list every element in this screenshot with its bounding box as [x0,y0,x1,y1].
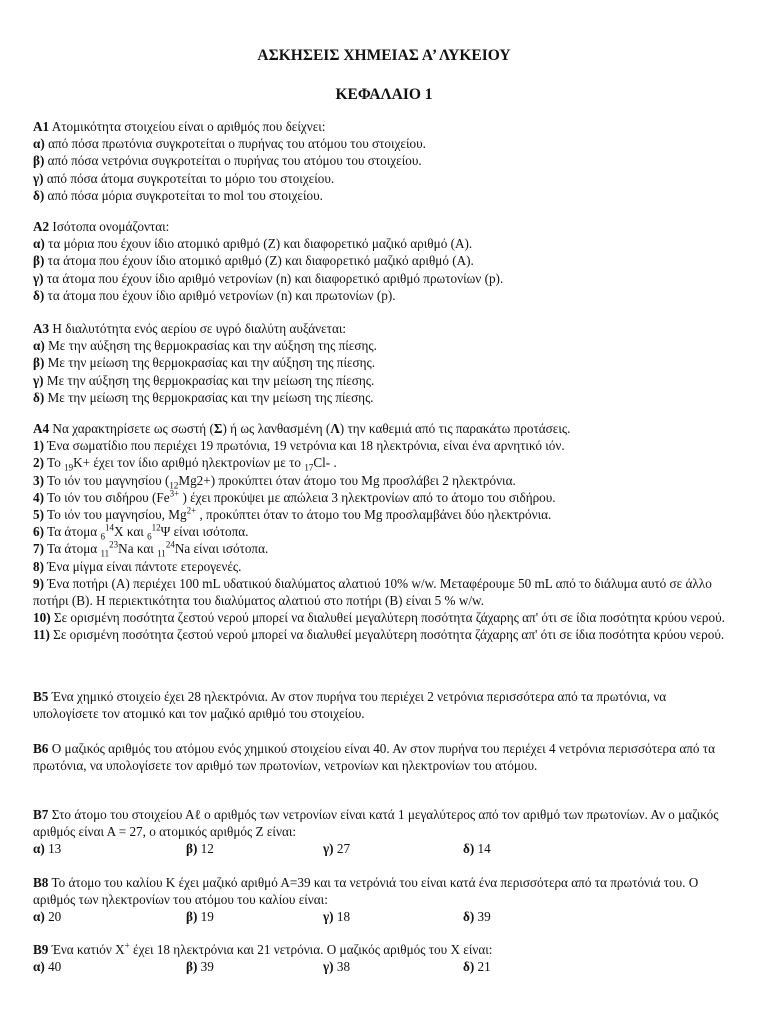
question-text: Ισότοπα ονομάζονται: [49,219,170,234]
option: δ) από πόσα μόρια συγκροτείται το mol του στοιχείου. [33,187,323,203]
option: δ) 14 [463,841,491,857]
option: α) Με την αύξηση της θερμοκρασίας και την αύξηση της πίεσης. [33,338,377,354]
option: δ) 39 [463,909,491,925]
option: γ) 18 [323,909,351,925]
option: β) 39 [186,959,214,975]
answer-options [33,908,733,925]
question-a1 [33,118,733,204]
option: β) Με την μείωση της θερμοκρασίας και την αύξηση της πίεσης. [33,355,376,371]
question-a3 [33,320,733,406]
question-b9: Β9 Ένα κατιόν Χ+ έχει 18 ηλεκτρόνια και 21 νετρόνια. Ο μαζικός αριθμός του Χ είναι: α) 40 β) 39 γ) 38 δ) 21 [33,941,733,975]
option: γ) 27 [323,841,351,857]
question-a4: Α4 Να χαρακτηρίσετε ως σωστή (Σ) ή ως λανθασμένη (Λ) την καθεμιά από τις παρακάτω προτάσεις. 1) Ένα σωματίδιο που περιέχει 19 πρωτόνια, 19 νετρόνια και 18 ηλεκτρόνια, είναι ένα αρνητικό ιόν. 2) Το $_{19}$K+ έχει τον ίδιο αριθμό ηλεκτρονίων με το $_{17}$Cl- . 3) Το ιόν του μαγνησίου $(_{12}Mg2+)$ προκύπτει όταν άτομο του Mg προσλάβει 2 ηλεκτρόνια. 4) Το ιόν του σιδήρου ($Fe^{3+}$ ) έχει προκύψει με απώλεια 3 ηλεκτρονίων από το άτομο του σιδήρου. 5) Το ιόν του μαγνησίου, $Mg^{2+}$ , προκύπτει όταν το άτομο του Mg προσλαμβάνει δύο ηλεκτρόνια. 6) Τα άτομα $_6^{14}$Χ και $_6^{12}$Ψ είναι ισότοπα. 7) Τα άτομα $_{11}^{23}$Na και $_{11}^{24}$Na είναι ισότοπα. 8) Ένα μίγμα είναι πάντοτε ετερογενές. 9) Ένα ποτήρι (Α) περιέχει 100 mL υδατικού διαλύματος αλατιού 10% w/w. Μεταφέρουμε 50 mL από το διάλυμα αυτό σε άλλο ποτήρι (Β). Η περιεκτικότητα του διαλύματος αλατιού στο ποτήρι (Β) είναι 5 % w/w. 10) Σε ορισμένη ποσότητα ζεστού νερού μπορεί να διαλυθεί μεγαλύτερη ποσότητα ζάχαρης απ' ότι σε ίδια ποσότητα κρύου νερού. 11) Σε ορισμένη ποσότητα ζεστού νερού μπορεί να διαλυθεί μεγαλύτερη ποσότητα ζάχαρης απ' ότι σε ίδια ποσότητα κρύου νερού. [33,420,733,644]
question-text: Ο μαζικός αριθμός του ατόμου ενός χημικού στοιχείου είναι 40. Αν στον πυρήνα του περιέχει 4 νετρόνια περισσότερα από τα πρωτόνια, να υπολογίσετε τον αριθμό των πρωτονίων, νετρονίων και ηλεκτρονίων του ατόμου. [33,741,715,774]
statement: 4) Το ιόν του σιδήρου ($Fe^{3+}$ ) έχει προκύψει με απώλεια 3 ηλεκτρονίων από το άτομο του σιδήρου. [33,488,556,505]
option: β) 19 [186,909,214,925]
answer-options [33,840,733,857]
question-text: Ατομικότητα στοιχείου είναι ο αριθμός που δείχνει: [49,119,326,134]
question-number: Α3 [33,321,50,336]
option: α) τα μόρια που έχουν ίδιο ατομικό αριθμό (Ζ) και διαφορετικό μαζικό αριθμό (Α). [33,236,473,252]
question-number: Α1 [33,119,50,134]
question-b8 [33,874,733,926]
question-text: Το άτομο του καλίου Κ έχει μαζικό αριθμό Α=39 και τα νετρόνιά του είναι κατά ένα περισσότερα από τα πρωτόνιά του. Ο αριθμός των ηλεκτρονίων του ατόμου του καλίου είναι: [33,875,699,908]
question-b5 [33,688,733,722]
question-number: Β5 [33,689,49,704]
option: β) από πόσα νετρόνια συγκροτείται ο πυρήνας του ατόμου του στοιχείου. [33,153,422,169]
question-b7 [33,806,733,858]
question-text: Ένα χημικό στοιχείο έχει 28 ηλεκτρόνια. Αν στον πυρήνα του περιέχει 2 νετρόνια περισσότερα από τα πρωτόνια, να υπολογίσετε τον ατομικό και τον μαζικό αριθμό του στοιχείου. [33,689,667,722]
option: γ) 38 [323,959,351,975]
option: δ) 21 [463,959,491,975]
question-a2 [33,218,733,304]
statement: 3) Το ιόν του μαγνησίου $(_{12}Mg2+)$ προκύπτει όταν άτομο του Mg προσλάβει 2 ηλεκτρόνια. [33,472,516,491]
option: α) από πόσα πρωτόνια συγκροτείται ο πυρήνας του ατόμου του στοιχείου. [33,136,426,152]
statement: 8) Ένα μίγμα είναι πάντοτε ετερογενές. [33,558,242,574]
option: β) 12 [186,841,214,857]
option: α) 13 [33,841,62,857]
option: γ) Με την αύξηση της θερμοκρασίας και την μείωση της πίεσης. [33,372,375,388]
statement: 7) Τα άτομα $_{11}^{23}$Na και $_{11}^{24}$Na είναι ισότοπα. [33,540,269,560]
statement: 10) Σε ορισμένη ποσότητα ζεστού νερού μπορεί να διαλυθεί μεγαλύτερη ποσότητα ζάχαρης απ' ότι σε ίδια ποσότητα κρύου νερού. [33,610,725,626]
question-text: Η διαλυτότητα ενός αερίου σε υγρό διαλύτη αυξάνεται: [49,321,347,336]
question-number: Β6 [33,741,49,756]
option: δ) Με την μείωση της θερμοκρασίας και την μείωση της πίεσης. [33,389,374,405]
question-b6 [33,740,733,774]
document-title: ΑΣΚΗΣΕΙΣ ΧΗΜΕΙΑΣ Α’ ΛΥΚΕΙΟΥ [257,47,511,64]
question-number: Β8 [33,875,49,890]
chapter-heading: ΚΕΦΑΛΑΙΟ 1 [335,86,433,103]
statement: 6) Τα άτομα $_6^{14}$Χ και $_6^{12}$Ψ είναι ισότοπα. [33,522,249,542]
option: α) 20 [33,909,62,925]
statement: 9) Ένα ποτήρι (Α) περιέχει 100 mL υδατικού διαλύματος αλατιού 10% w/w. Μεταφέρουμε 50 mL από το διάλυμα αυτό σε άλλο ποτήρι (Β). Η περιεκτικότητα του διαλύματος αλατιού στο ποτήρι (Β) είναι 5 % w/w. [33,575,712,609]
statement: 5) Το ιόν του μαγνησίου, $Mg^{2+}$ , προκύπτει όταν το άτομο του Mg προσλαμβάνει δύο ηλεκτρόνια. [33,505,552,523]
option: γ) από πόσα άτομα συγκροτείται το μόριο του στοιχείου. [33,170,335,186]
question-number: Α4 [33,421,50,436]
question-number: Β7 [33,807,49,822]
statement: 1) Ένα σωματίδιο που περιέχει 19 πρωτόνια, 19 νετρόνια και 18 ηλεκτρόνια, είναι ένα αρνητικό ιόν. [33,438,565,454]
option: β) τα άτομα που έχουν ίδιο ατομικό αριθμό (Ζ) και διαφορετικό μαζικό αριθμό (Α). [33,253,474,269]
statement: 2) Το $_{19}$K+ έχει τον ίδιο αριθμό ηλεκτρονίων με το $_{17}$Cl- . [33,455,337,474]
question-number: Β9 [33,942,49,957]
option: α) 40 [33,959,62,975]
question-text: Στο άτομο του στοιχείου Αℓ ο αριθμός των νετρονίων είναι κατά 1 μεγαλύτερος από τον αριθμό των πρωτονίων. Αν ο μαζικός αριθμός είναι Α = 27, ο ατομικός αριθμός Ζ είναι: [33,807,719,840]
option: γ) τα άτομα που έχουν ίδιο αριθμό νετρονίων (n) και διαφορετικό αριθμό πρωτονίων (p). [33,270,504,286]
option: δ) τα άτομα που έχουν ίδιο αριθμό νετρονίων (n) και πρωτονίων (p). [33,287,396,303]
statement: 11) Σε ορισμένη ποσότητα ζεστού νερού μπορεί να διαλυθεί μεγαλύτερη ποσότητα ζάχαρης απ' ότι σε ίδια ποσότητα κρύου νερού. [33,627,725,643]
answer-options [33,958,733,975]
question-number: Α2 [33,219,50,234]
